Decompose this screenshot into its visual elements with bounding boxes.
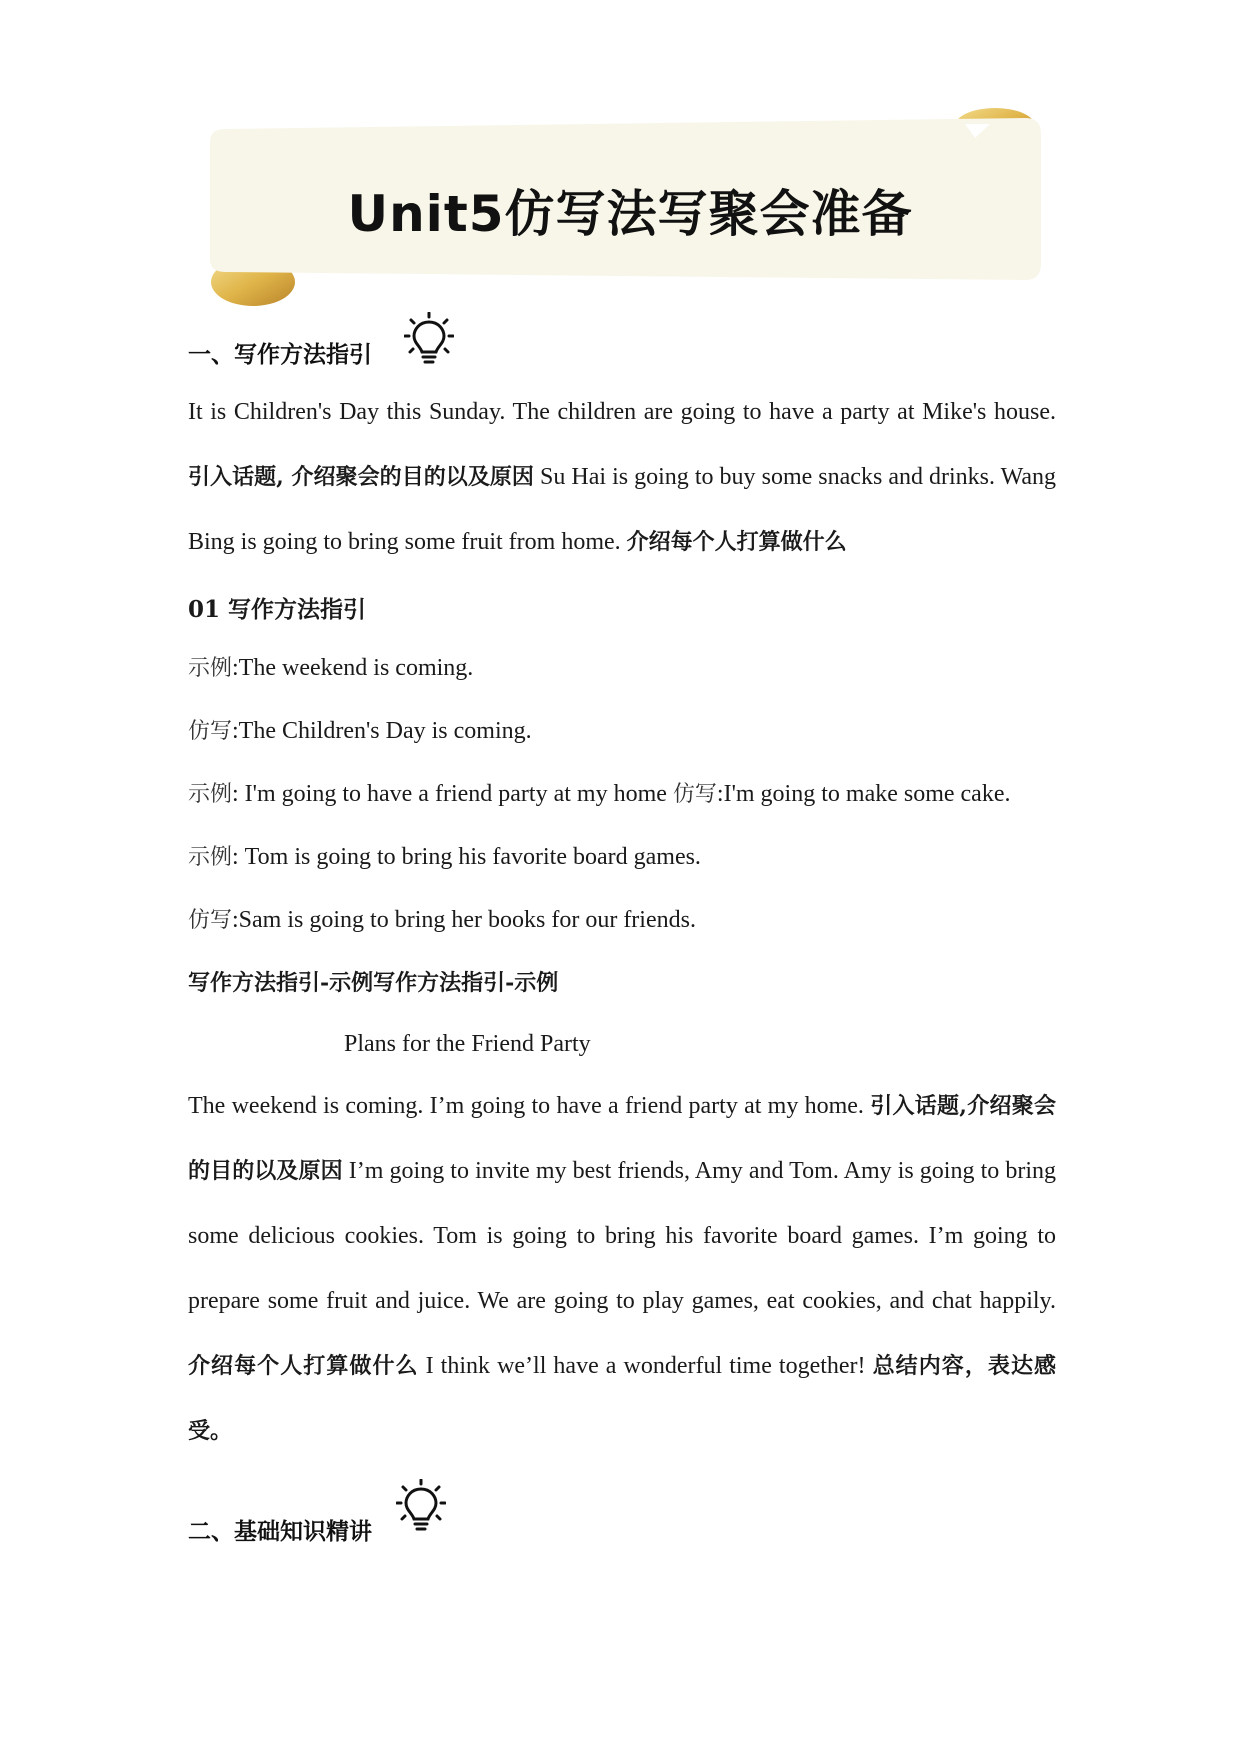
- example-line-5: [188, 903, 696, 934]
- essay-sentence-1: The weekend is coming. I’m going to have a friend party at my home.: [188, 1093, 864, 1119]
- lightbulb-icon: [396, 1479, 446, 1535]
- lightbulb-icon: [404, 312, 454, 368]
- example-line-3: [188, 777, 1010, 808]
- essay-title: Plans for the Friend Party: [344, 1031, 591, 1057]
- essay-sentence-3: I think we’ll have a wonderful time together!: [425, 1353, 866, 1379]
- example-label: 仿写: [188, 719, 233, 744]
- section-heading-1: [188, 336, 372, 369]
- example-line-4: [188, 840, 701, 871]
- example-heading: 写作方法指引-示例写作方法指引-示例: [188, 970, 559, 996]
- example-text: :The weekend is coming.: [232, 655, 474, 681]
- example-label: 示例: [188, 782, 233, 807]
- section-heading-2: [188, 1513, 372, 1546]
- intro-note-1: 引入话题, 介绍聚会的目的以及原因: [188, 464, 534, 490]
- example-line-1: [188, 651, 473, 682]
- example-text: :The Children's Day is coming.: [232, 718, 532, 744]
- title-banner: [205, 104, 1055, 314]
- page-title: Unit5仿写法写聚会准备: [347, 185, 913, 243]
- section-heading-2-text: 二、基础知识精讲: [188, 1518, 372, 1545]
- essay-note-2: 介绍每个人打算做什么: [188, 1353, 419, 1379]
- example-text: :Sam is going to bring her books for our friends.: [232, 907, 696, 933]
- essay-paragraph: [188, 1074, 1056, 1464]
- essay-note-3: 总结内容，表达感受。: [188, 1353, 1057, 1444]
- example-text: : I'm going to have a friend party at my home: [232, 781, 673, 807]
- intro-note-2: 介绍每个人打算做什么: [626, 529, 847, 555]
- example-label: 示例: [188, 845, 233, 870]
- intro-paragraph: [188, 380, 1056, 575]
- subheading-01: 01 写作方法指引: [188, 596, 367, 623]
- essay-sentence-2: I’m going to invite my best friends, Amy and Tom. Amy is going to bring some delicious cookies. Tom is going to bring his favorite board games. I’m going to prepare some fruit and juice. We are going to play games, eat cookies, and chat happily.: [188, 1158, 1057, 1314]
- intro-sentence-1: It is Children's Day this Sunday. The children are going to have a party at Mike's house.: [188, 399, 1056, 425]
- example-line-2: [188, 714, 532, 745]
- section-heading-1-text: 一、写作方法指引: [188, 341, 372, 368]
- example-text: : Tom is going to bring his favorite board games.: [232, 844, 701, 870]
- example-label: 仿写: [672, 782, 717, 807]
- intro-sentence-2: Su Hai is going to buy some snacks and drinks. Wang Bing is going to bring some fruit from home.: [188, 464, 1057, 555]
- essay-note-1: 引入话题,介绍聚会的目的以及原因: [188, 1093, 1057, 1184]
- example-text: :I'm going to make some cake.: [716, 781, 1011, 807]
- example-label: 示例: [188, 656, 233, 681]
- example-label: 仿写: [188, 908, 233, 933]
